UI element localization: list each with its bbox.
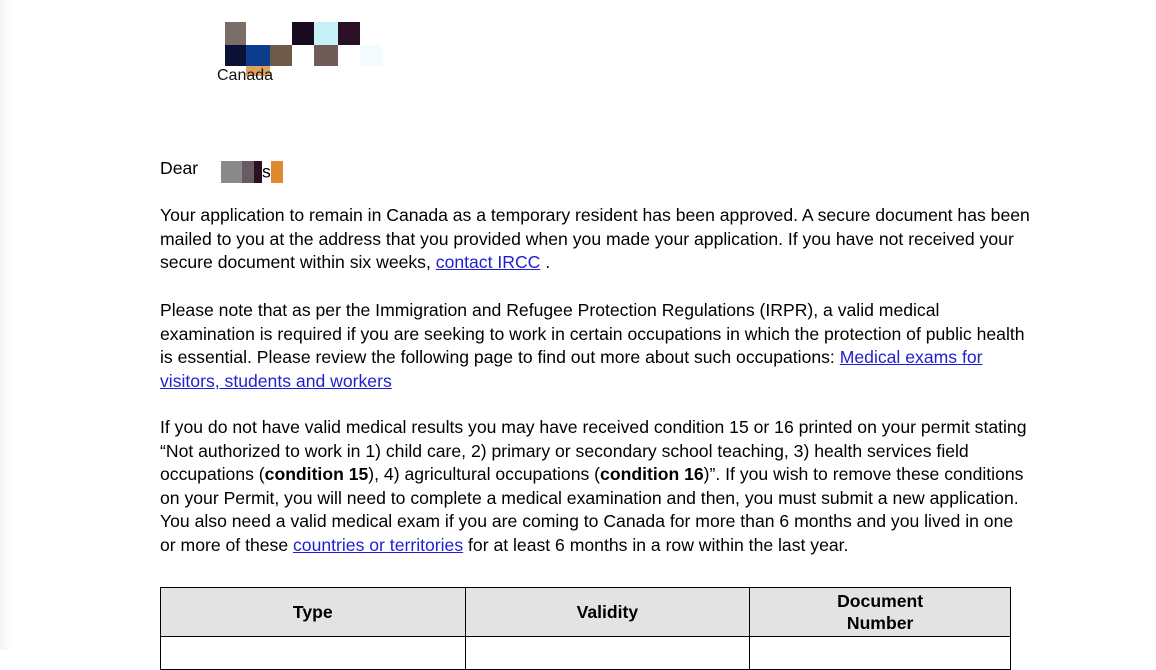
condition-16-label: condition 16 (600, 464, 704, 485)
table-cell (465, 637, 750, 670)
conditions-text-1: If you do not have valid medical results you may have received condition 15 or 16 printed on your permit stating “Not authorized to work in 1) child care, 2) primary or secondary school teaching, 3) health services field occupations ( (160, 417, 1027, 485)
table-cell (161, 637, 466, 670)
conditions-paragraph (160, 416, 1030, 558)
header-type: Type (161, 588, 466, 637)
condition-15-label: condition 15 (264, 464, 369, 485)
medical-exam-text: Please note that as per the Immigration and Refugee Protection Regulations (IRPR), a valid medical examination is required if you are seeking to work in certain occupations in which the protection of public health is essential. Please review the following page to find out more about such occupations: (160, 300, 1025, 368)
redacted-name (221, 160, 283, 184)
countries-territories-link[interactable]: countries or territories (293, 534, 464, 555)
table-cell (750, 637, 1011, 670)
header-document-number (750, 588, 1011, 637)
approval-text: Your application to remain in Canada as a temporary resident has been approved. A secure document has been mailed to you at the address that you provided when you made your application. If you have not received your secure document within six weeks, (160, 205, 1030, 273)
medical-exams-link[interactable]: Medical exams for visitors, students and workers (160, 347, 983, 391)
approval-text-end: . (540, 252, 551, 273)
redacted-name-fragment: s (262, 161, 271, 182)
page-edge-shadow (0, 0, 12, 650)
documents-table (160, 587, 1011, 670)
header-document-number-label: Document Number (837, 591, 924, 633)
contact-ircc-link[interactable]: contact IRCC (435, 252, 541, 273)
approval-paragraph (160, 204, 1030, 275)
salutation-greeting: Dear (160, 158, 199, 178)
logo-wordmark: Canada (217, 67, 274, 84)
medical-exam-paragraph (160, 299, 1030, 393)
conditions-text-3: )”. If you wish to remove these conditions on your Permit, you will need to complete a medical examination and then, you must submit a new application. You also need a valid medical exam if you are coming to Canada for more than 6 months and you lived in one or more of these (160, 464, 1024, 555)
canada-logo (217, 20, 387, 90)
salutation (160, 157, 1030, 184)
conditions-text-4: for at least 6 months in a row within the last year. (463, 534, 849, 555)
table-row (161, 637, 1011, 670)
conditions-text-2: ), 4) agricultural occupations ( (368, 464, 601, 485)
table-header-row (161, 588, 1011, 637)
header-validity: Validity (465, 588, 750, 637)
